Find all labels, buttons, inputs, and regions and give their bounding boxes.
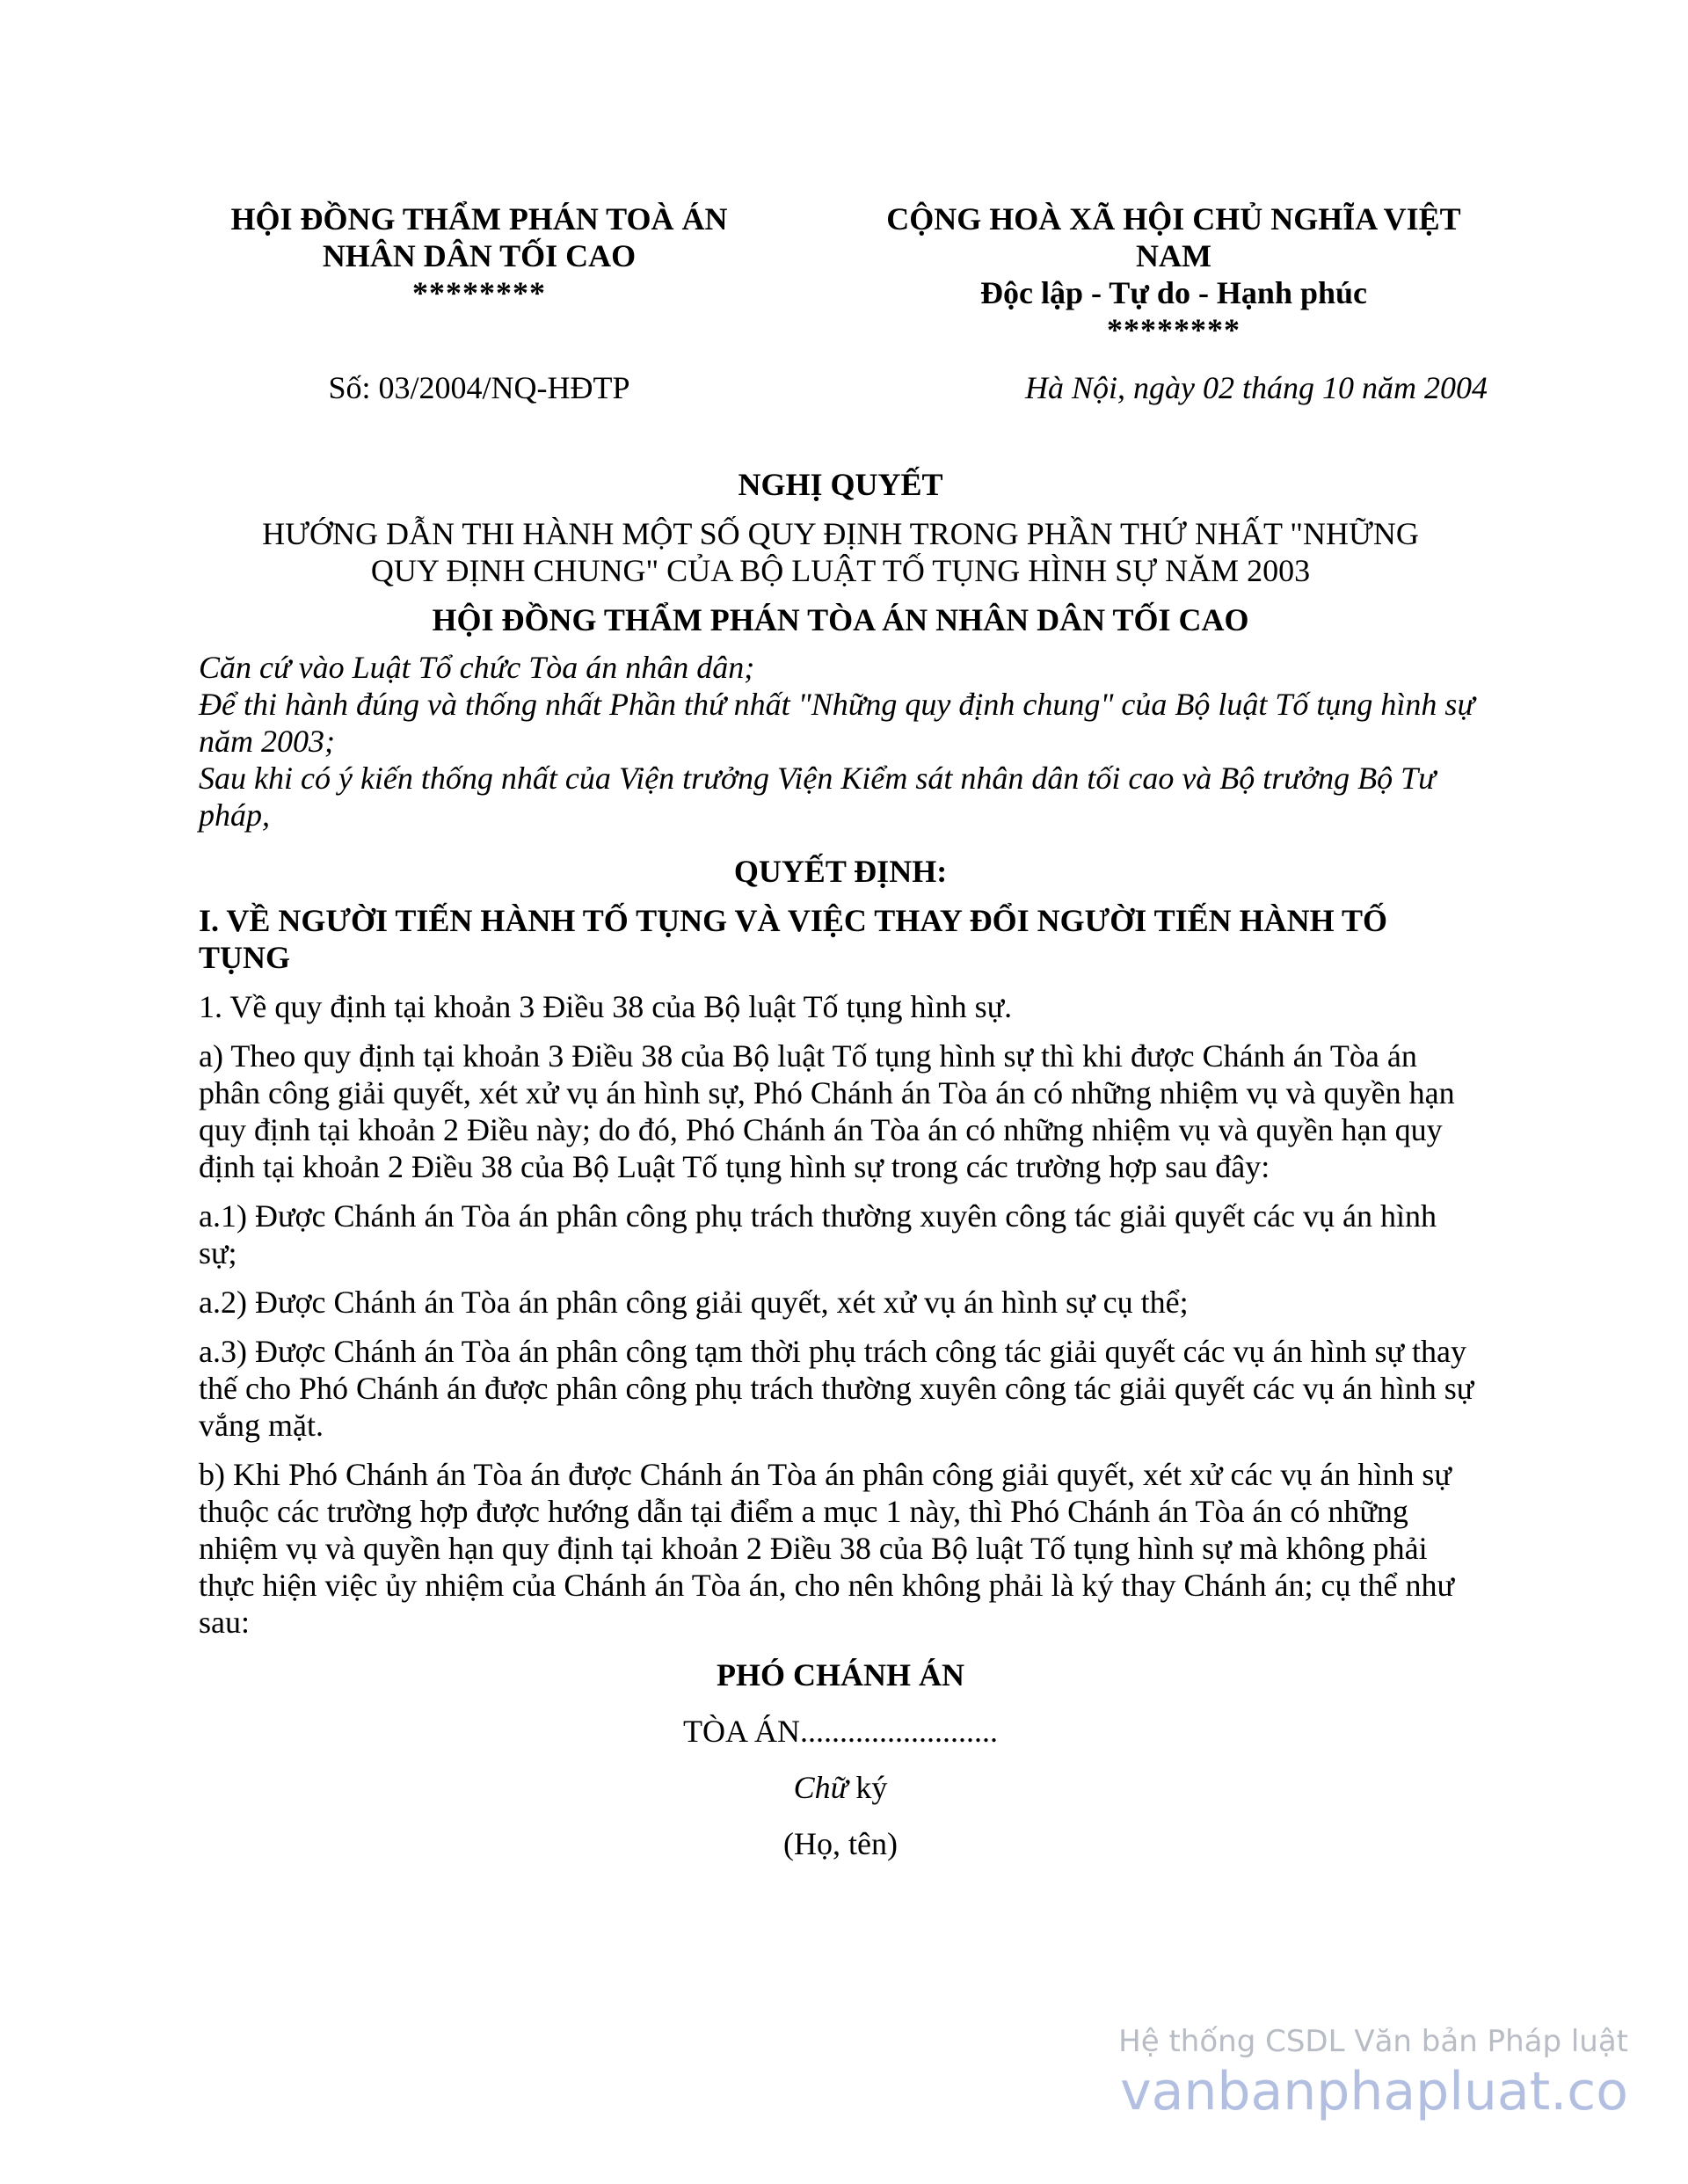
watermark-line-1: Hệ thống CSDL Văn bản Pháp luật <box>1118 2024 1628 2059</box>
issuing-authority <box>193 200 765 311</box>
national-line-1: CỘNG HOÀ XÃ HỘI CHỦ NGHĨA VIỆT <box>886 201 1461 237</box>
signature-word: Chữ <box>793 1770 848 1805</box>
signature-name: (Họ, tên) <box>783 1826 898 1861</box>
signature-title: PHÓ CHÁNH ÁN <box>717 1657 964 1693</box>
paragraph: a.2) Được Chánh án Tòa án phân công giải quyết, xét xử vụ án hình sự cụ thể; <box>199 1285 1189 1320</box>
council-heading: HỘI ĐỒNG THẨM PHÁN TÒA ÁN NHÂN DÂN TỐI CAO <box>432 602 1249 637</box>
basis-item: Căn cứ vào Luật Tổ chức Tòa án nhân dân; <box>199 650 755 685</box>
subtitle-line-2: QUY ĐỊNH CHUNG" CỦA BỘ LUẬT TỐ TỤNG HÌNH SỰ NĂM 2003 <box>370 553 1311 588</box>
paragraph: a) Theo quy định tại khoản 3 Điều 38 của Bộ luật Tố tụng hình sự thì khi được Chánh án Tòa án phân công giải quyết, xét xử vụ án hình sự, Phó Chánh án Tòa án có những nhiệm vụ và quyền hạn quy định tại khoản 2 Điều này; do đó, Phó Chánh án Tòa án có những nhiệm vụ và quyền hạn quy định tại khoản 2 Điều 38 của Bộ Luật Tố tụng hình sự trong các trường hợp sau đây: <box>199 1038 1455 1184</box>
document-body <box>199 466 1482 1882</box>
signature-line <box>199 1769 1482 1806</box>
authority-stars: ******** <box>412 275 546 310</box>
subtitle-line-1: HƯỚNG DẪN THI HÀNH MỘT SỐ QUY ĐỊNH TRONG PHẦN THỨ NHẤT "NHỮNG <box>262 516 1419 551</box>
paragraph: a.1) Được Chánh án Tòa án phân công phụ trách thường xuyên công tác giải quyết các vụ án hình sự; <box>199 1198 1437 1270</box>
document-number: Số: 03/2004/NQ-HĐTP <box>328 370 630 405</box>
watermark <box>1118 2022 1628 2122</box>
authority-line-1: HỘI ĐỒNG THẨM PHÁN TOÀ ÁN <box>230 201 728 237</box>
document-subtitle <box>199 515 1482 589</box>
authority-line-2: NHÂN DÂN TỐI CAO <box>322 238 637 273</box>
watermark-line-2: vanbanphapluat.co <box>1120 2061 1628 2122</box>
decision-heading: QUYẾT ĐỊNH: <box>733 854 948 889</box>
document-date: Hà Nội, ngày 02 tháng 10 năm 2004 <box>1025 370 1488 405</box>
signature-word-rest: ký <box>848 1770 888 1805</box>
basis-item: Sau khi có ý kiến thống nhất của Viện trưởng Viện Kiểm sát nhân dân tối cao và Bộ trưởng Bộ Tư pháp, <box>199 761 1436 833</box>
legal-basis <box>199 649 1482 834</box>
basis-item: Để thi hành đúng và thống nhất Phần thứ nhất "Những quy định chung" của Bộ luật Tố tụng hình sự năm 2003; <box>199 687 1475 759</box>
section-heading: I. VỀ NGƯỜI TIẾN HÀNH TỐ TỤNG VÀ VIỆC THAY ĐỔI NGƯỜI TIẾN HÀNH TỐ TỤNG <box>199 903 1387 975</box>
signature-court: TÒA ÁN......................... <box>683 1714 998 1749</box>
document-title: NGHỊ QUYẾT <box>738 467 943 502</box>
paragraph: b) Khi Phó Chánh án Tòa án được Chánh án Tòa án phân công giải quyết, xét xử các vụ án hình sự thuộc các trường hợp được hướng dẫn tại điểm a mục 1 này, thì Phó Chánh án Tòa án có những nhiệm vụ và quyền hạn quy định tại khoản 2 Điều 38 của Bộ luật Tố tụng hình sự mà không phải thực hiện việc ủy nhiệm của Chánh án Tòa án, cho nên không phải là ký thay Chánh án; cụ thể như sau: <box>199 1457 1454 1640</box>
national-motto: Độc lập - Tự do - Hạnh phúc <box>979 275 1368 310</box>
paragraph: a.3) Được Chánh án Tòa án phân công tạm thời phụ trách công tác giải quyết các vụ án hình sự thay thế cho Phó Chánh án được phân công phụ trách thường xuyên công tác giải quyết các vụ án hình sự vắng mặt. <box>199 1334 1474 1443</box>
signature-block <box>199 1656 1482 1862</box>
national-line-2: NAM <box>1136 238 1211 273</box>
national-stars: ******** <box>1107 312 1241 347</box>
national-title <box>844 200 1503 348</box>
paragraph: 1. Về quy định tại khoản 3 Điều 38 của Bộ luật Tố tụng hình sự. <box>199 989 1013 1024</box>
